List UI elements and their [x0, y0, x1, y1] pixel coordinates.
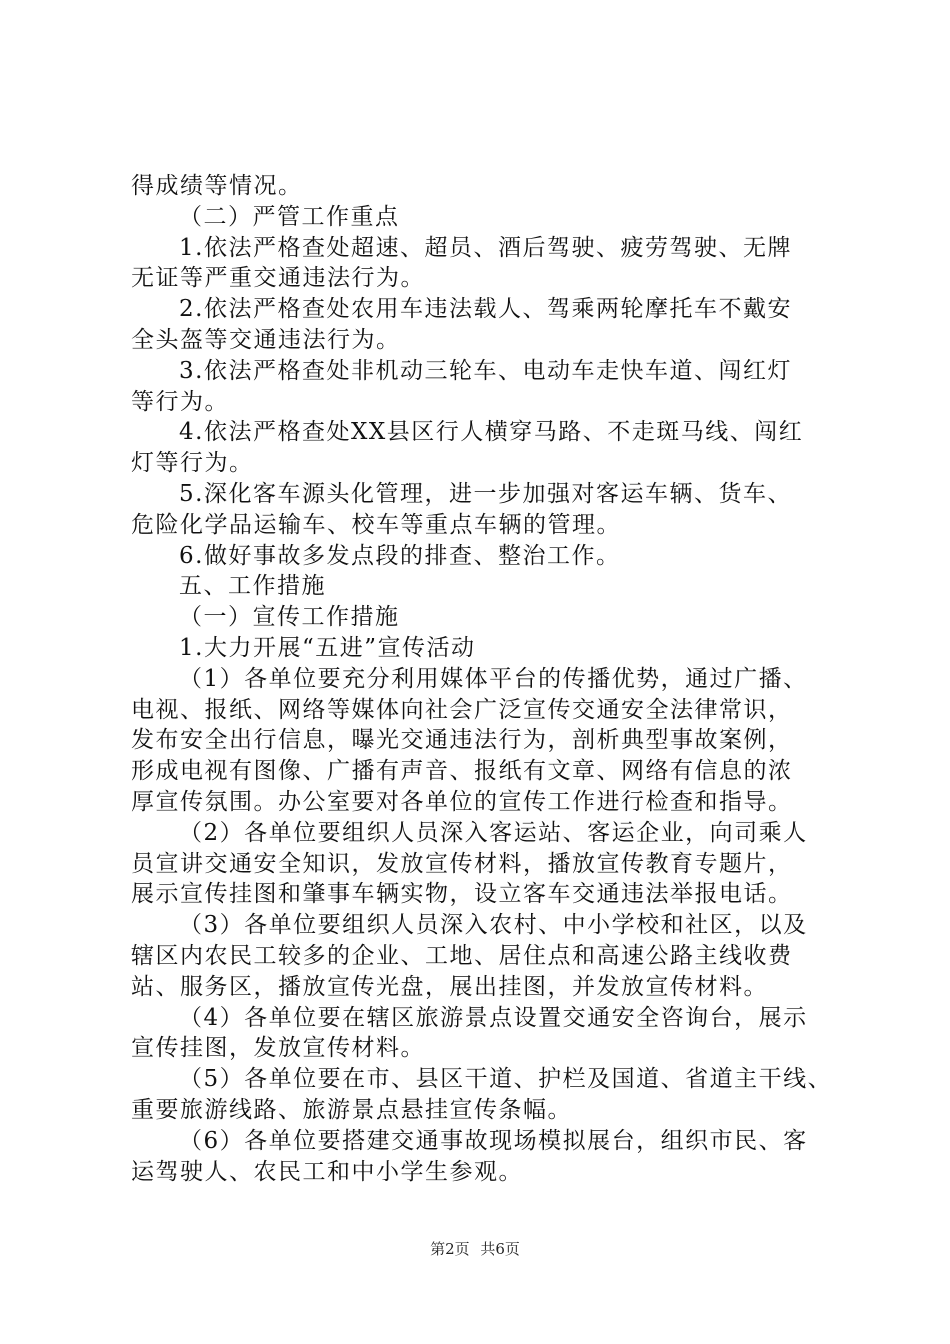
text-line: （3）各单位要组织人员深入农村、中小学校和社区，以及: [179, 912, 808, 939]
text-line: （二）严管工作重点: [179, 203, 400, 230]
text-line: 灯等行为。: [131, 450, 254, 477]
text-line: 员宣讲交通安全知识，发放宣传材料，播放宣传教育专题片，: [131, 850, 793, 877]
text-line: 运驾驶人、农民工和中小学生参观。: [131, 1158, 523, 1185]
page-number: 第2页: [430, 1240, 470, 1258]
text-line: 全头盔等交通违法行为。: [131, 326, 401, 353]
document-body: [131, 171, 831, 1187]
text-line: （2）各单位要组织人员深入客运站、客运企业，向司乘人: [179, 819, 808, 846]
text-line: 1.大力开展“五进”宣传活动: [179, 634, 476, 661]
page-total: 共6页: [480, 1240, 520, 1258]
text-line: 得成绩等情况。: [131, 173, 303, 199]
text-line: （6）各单位要搭建交通事故现场模拟展台，组织市民、客: [179, 1127, 808, 1154]
text-line: 等行为。: [131, 388, 229, 415]
text-line: （4）各单位要在辖区旅游景点设置交通安全咨询台，展示: [179, 1004, 808, 1031]
text-line: 无证等严重交通违法行为。: [131, 265, 425, 292]
text-line: 3.依法严格查处非机动三轮车、电动车走快车道、闯红灯: [179, 357, 792, 384]
text-line: 1.依法严格查处超速、超员、酒后驾驶、疲劳驾驶、无牌: [179, 234, 792, 261]
page-footer: [0, 1238, 950, 1259]
text-line: 重要旅游线路、旅游景点悬挂宣传条幅。: [131, 1096, 572, 1123]
text-line: 电视、报纸、网络等媒体向社会广泛宣传交通安全法律常识，: [131, 696, 793, 723]
text-line: 6.做好事故多发点段的排查、整治工作。: [179, 542, 621, 569]
text-line: （5）各单位要在市、县区干道、护栏及国道、省道主干线、: [179, 1066, 833, 1093]
text-line: 形成电视有图像、广播有声音、报纸有文章、网络有信息的浓: [131, 758, 793, 785]
text-line: 五、工作措施: [179, 573, 326, 600]
text-line: 2.依法严格查处农用车违法载人、驾乘两轮摩托车不戴安: [179, 296, 792, 323]
text-line: 危险化学品运输车、校车等重点车辆的管理。: [131, 511, 621, 538]
text-line: （1）各单位要充分利用媒体平台的传播优势，通过广播、: [179, 665, 808, 692]
text-line: 宣传挂图，发放宣传材料。: [131, 1035, 425, 1062]
text-line: 5.深化客车源头化管理，进一步加强对客运车辆、货车、: [179, 480, 792, 507]
text-line: 辖区内农民工较多的企业、工地、居住点和高速公路主线收费: [131, 942, 793, 969]
text-line: 站、服务区，播放宣传光盘，展出挂图，并发放宣传材料。: [131, 973, 768, 1000]
text-line: 展示宣传挂图和肇事车辆实物，设立客车交通违法举报电话。: [131, 881, 793, 908]
text-line: 厚宣传氛围。办公室要对各单位的宣传工作进行检查和指导。: [131, 788, 793, 815]
text-line: 4.依法严格查处XX县区行人横穿马路、不走斑马线、闯红: [179, 419, 804, 446]
text-line: 发布安全出行信息，曝光交通违法行为，剖析典型事故案例，: [131, 727, 793, 754]
text-line: （一）宣传工作措施: [179, 604, 400, 631]
